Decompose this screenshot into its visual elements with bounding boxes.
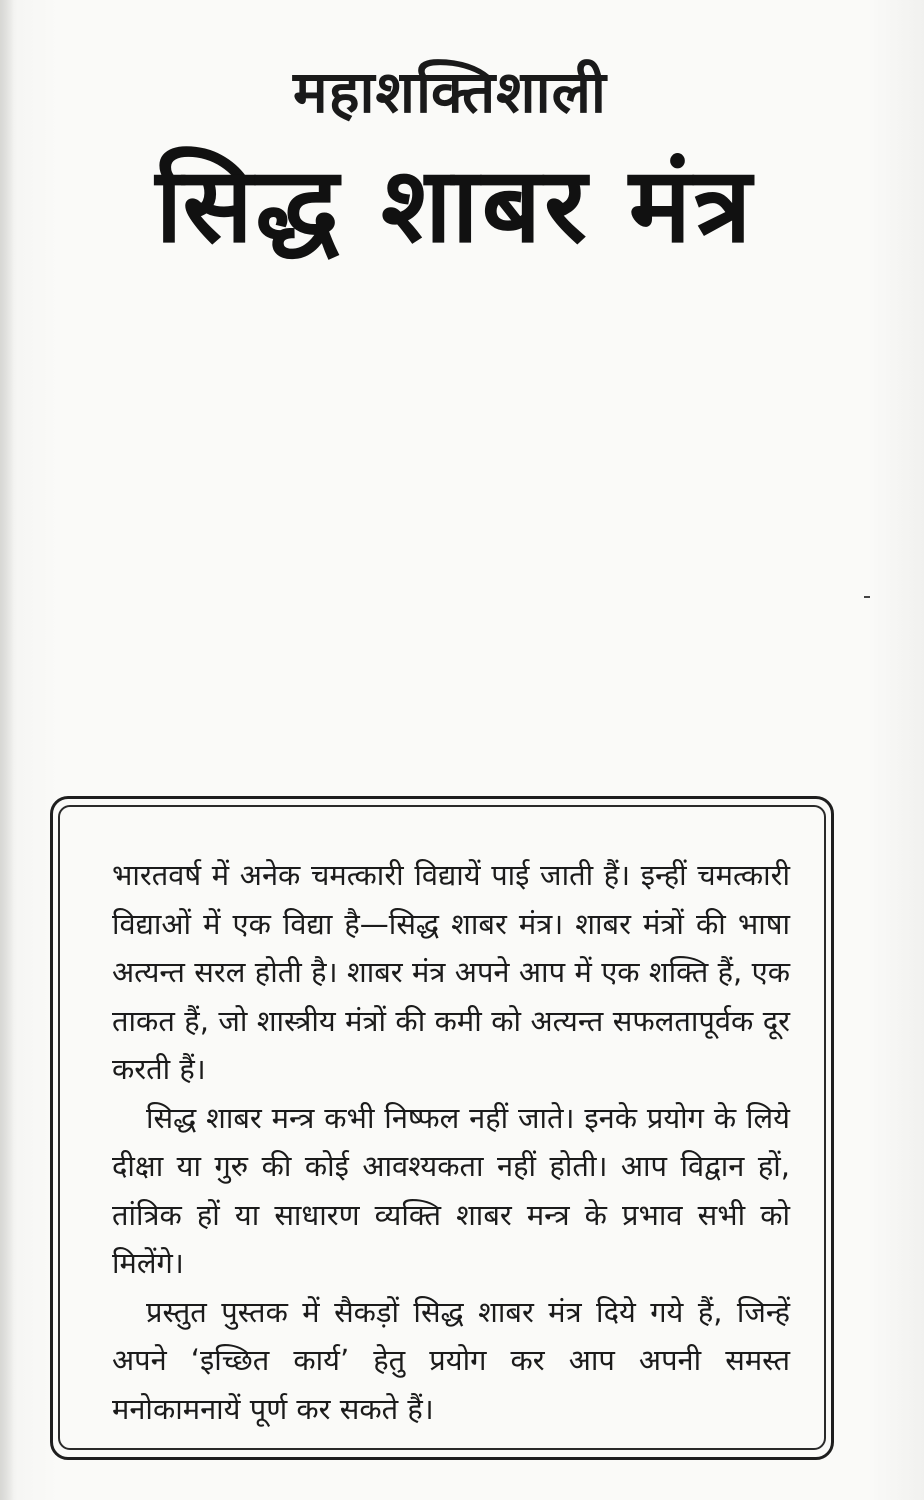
blurb-paragraph-1: भारतवर्ष में अनेक चमत्कारी विद्यायें पाई जाती हैं। इन्हीं चमत्कारी विद्याओं में एक विद्या है—सिद्ध शाबर मंत्र। शाबर मंत्रों की भाषा अत्यन्त सरल होती है। शाबर मंत्र अपने आप में एक शक्ति हैं, एक ताकत हैं, जो शास्त्रीय मंत्रों की कमी को अत्यन्त सफलतापूर्वक दूर करती हैं। <box>112 858 790 1086</box>
book-title: सिद्ध शाबर मंत्र <box>155 144 755 266</box>
header-kicker: महाशक्तिशाली <box>293 58 607 126</box>
print-mark <box>864 596 870 598</box>
blurb-paragraph-3: प्रस्तुत पुस्तक में सैकड़ों सिद्ध शाबर मंत्र दिये गये हैं, जिन्हें अपने ‘इच्छित कार्य’ हेतु प्रयोग कर आप अपनी समस्त मनोकामनायें पूर्ण कर सकते हैं। <box>112 1294 790 1426</box>
blurb-box <box>58 805 826 1450</box>
blurb-paragraph-2: सिद्ध शाबर मन्त्र कभी निष्फल नहीं जाते। इनके प्रयोग के लिये दीक्षा या गुरु की कोई आवश्यकता नहीं होती। आप विद्वान हों, तांत्रिक हों या साधारण व्यक्ति शाबर मन्त्र के प्रभाव सभी को मिलेंगे। <box>112 1100 790 1280</box>
